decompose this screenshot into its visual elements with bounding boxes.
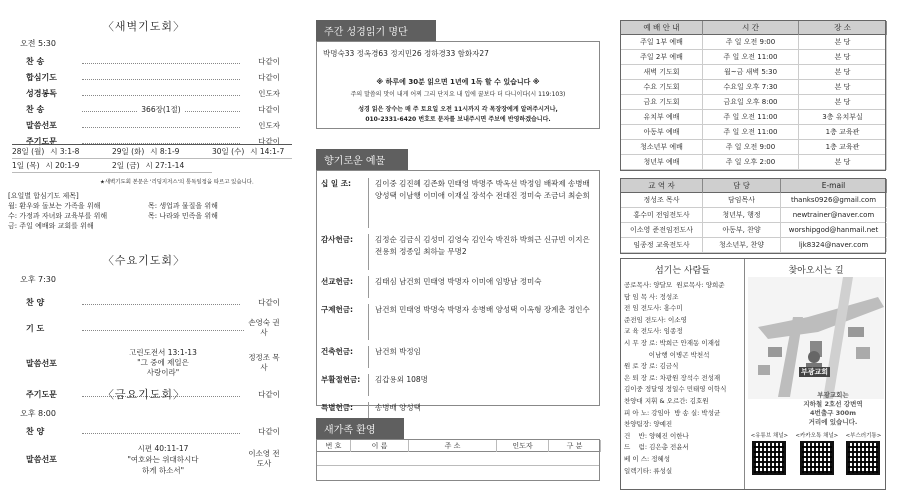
fri-section: [8, 386, 280, 479]
worship-cell: 1층 교육관: [799, 140, 887, 155]
column-left: [8, 0, 288, 496]
worship-cell: 본 당: [799, 65, 887, 80]
wed-time: 오후 7:30: [20, 275, 56, 284]
reading-text: 시 8:1-9: [150, 147, 180, 156]
qr-kakao-icon: [800, 441, 834, 475]
prayer-fri: 금: 주일 예배와 교회를 위해: [8, 222, 94, 230]
staff-col: 담 당: [703, 179, 781, 193]
worship-row: [621, 95, 885, 110]
staff-header: [621, 179, 885, 193]
reading-day: 30일 (수): [212, 147, 245, 156]
reading-cell: [112, 145, 212, 159]
wed-item-label: 주기도문: [26, 389, 57, 399]
fri-item-who: 다같이: [258, 426, 280, 436]
worship-row: [621, 35, 885, 50]
worship-col: 예 배 안 내: [621, 21, 703, 35]
worship-row: [621, 80, 885, 95]
staff-cell[interactable]: ljk8324@naver.com: [781, 238, 887, 252]
bible-line-4: 010-2331-6420 번호로 문자를 보내주시면 주보에 반영하겠습니다.: [365, 116, 551, 123]
server-line: 베 이 스: 정혜성: [624, 454, 671, 463]
dawn-item-who: 다같이: [258, 104, 280, 114]
staff-cell: 임종정 교육전도사: [621, 238, 703, 252]
qr-youtube-icon: [752, 441, 786, 475]
prayer-topics: [8, 191, 288, 231]
fri-item-who: 이소영 전도사: [248, 449, 280, 468]
server-line: 공로목사: 양달모 원로목사: 양희준: [624, 281, 725, 289]
newfamily-col: 인도자: [497, 440, 549, 452]
wed-item-who: 다같이: [258, 297, 280, 307]
qr-crumbs-icon: [846, 441, 880, 475]
worship-cell: 아동부 예배: [621, 125, 703, 140]
staff-col: E-mail: [781, 179, 887, 193]
dawn-item: [26, 85, 280, 101]
server-line: 시 무 장 로: 박희근 안재동 이재섭: [624, 338, 721, 347]
worship-cell: 본 당: [799, 80, 887, 95]
staff-row: [621, 193, 885, 208]
worship-cell: 수요 기도회: [621, 80, 703, 95]
map-desc-2: 지하철 2호선 강변역: [803, 400, 863, 408]
offering-row: [317, 175, 599, 231]
offering-type: 구제헌금:: [317, 304, 369, 340]
wed-sermon-title-2: 사랑이라": [146, 368, 180, 377]
worship-rows: [621, 35, 885, 170]
map-panel: [747, 259, 885, 489]
reading-day: 29일 (화): [112, 147, 145, 156]
fri-item-label: 찬 양: [26, 426, 45, 436]
dawn-item: [26, 117, 280, 133]
worship-col: 시 간: [703, 21, 799, 35]
server-line: 은 퇴 장 로: 차광원 장석수 전성재: [624, 373, 721, 382]
fri-time: 오후 8:00: [20, 409, 56, 418]
offering-names: 남건희 민태영 박명숙 박명자 송병배 양성택 이옥형 장계춘 정인수: [375, 305, 590, 314]
newfamily-col: 주 소: [409, 440, 497, 452]
newfamily-title: 새가족 환영: [316, 418, 404, 439]
offering-names: 남건희 박정임: [375, 347, 421, 356]
bible-line-2: 주의 말씀의 맛이 내게 어찌 그리 단지요 내 입에 꿀보다 더 다니이다(시 119:103): [350, 91, 566, 98]
dawn-item-label: 말씀선포: [26, 120, 57, 130]
newfamily-col: 이 름: [351, 440, 409, 452]
worship-cell: 본 당: [799, 155, 887, 170]
server-line: 드 럼: 김은총 전윤서: [624, 443, 689, 452]
worship-cell: 유치부 예배: [621, 110, 703, 125]
dawn-item-hymn: 366장(1절): [141, 104, 181, 114]
staff-cell: 홍수미 전임전도사: [621, 208, 703, 222]
worship-cell: 청소년부 예배: [621, 140, 703, 155]
worship-col: 장 소: [799, 21, 887, 35]
server-line: 담 임 목 사: 정성조: [624, 292, 679, 301]
server-line: 찬양대 지휘 & 오르간: 김호원: [624, 396, 709, 405]
reading-day: 2일 (금): [112, 161, 140, 170]
worship-cell: 주 일 오전 9:00: [703, 35, 799, 50]
map-illustration: [748, 277, 884, 399]
server-line: 일렉기타: 류성실: [624, 466, 673, 475]
worship-cell: 1층 교육관: [799, 125, 887, 140]
worship-row: [621, 50, 885, 65]
servers-list: [621, 280, 744, 477]
qr-crumbs-label: <부스러기통>: [845, 433, 882, 439]
staff-cell[interactable]: thanks0926@gmail.com: [781, 193, 887, 207]
prayer-mon: 월: 환우와 돌보는 가족을 위해: [8, 202, 101, 210]
servers-title: 섬기는 사람들: [654, 266, 711, 276]
worship-cell: 주 일 오전 11:00: [703, 125, 799, 140]
server-line: 피 아 노: 강임아 방 송 실: 박성균: [624, 408, 721, 417]
dawn-item-label: 찬 송: [26, 56, 45, 66]
dawn-time: 오전 5:30: [20, 39, 56, 48]
staff-cell: 이소영 준전임전도사: [621, 223, 703, 237]
reading-day: 1일 (목): [12, 161, 40, 170]
worship-cell: 주일 1부 예배: [621, 35, 703, 50]
worship-cell: 주 일 오전 11:00: [703, 50, 799, 65]
worship-cell: 새벽 기도회: [621, 65, 703, 80]
servers-panel: [621, 259, 745, 489]
newfamily-col: 구 분: [549, 440, 601, 452]
wed-item-label: 찬 양: [26, 297, 45, 307]
server-line: 원 로 장 로: 김금식: [624, 362, 679, 371]
offering-row: [317, 371, 599, 399]
offering-type: 선교헌금:: [317, 276, 369, 298]
dawn-item-who: 다같이: [258, 56, 280, 66]
offering-type: 특별헌금:: [317, 402, 369, 424]
map-desc-1: 부광교회는: [817, 391, 849, 399]
worship-row: [621, 140, 885, 155]
server-line: 찬양팀장: 양예진: [624, 420, 673, 429]
qr-kakao-label: <카카오톡 채널>: [795, 433, 839, 439]
reading-text: 시 3:1-8: [50, 147, 80, 156]
staff-cell: 아동부, 찬양: [703, 223, 781, 237]
worship-table: [620, 20, 886, 171]
wed-item-who: 손영숙 권 사: [248, 318, 280, 337]
worship-cell: 금요일 오후 8:00: [703, 95, 799, 110]
worship-cell: 본 당: [799, 50, 887, 65]
wed-scripture: 고린도전서 13:1-13: [129, 348, 197, 357]
dawn-item: [26, 53, 280, 69]
worship-cell: 본 당: [799, 95, 887, 110]
offering-row: [317, 301, 599, 343]
worship-cell: 월~금 새벽 5:30: [703, 65, 799, 80]
reading-cell: [112, 159, 212, 173]
reading-text: 시 20:1-9: [45, 161, 80, 170]
staff-rows: [621, 193, 885, 253]
bible-reading-names: 박명숙33 정옥경63 정지민26 정하경33 함화자27: [323, 49, 489, 58]
offering-row: [317, 231, 599, 273]
worship-row: [621, 110, 885, 125]
staff-row: [621, 238, 885, 253]
offering-names: 김태심 남건희 민태영 박명자 이미애 임방남 정미숙: [375, 277, 542, 286]
worship-row: [621, 155, 885, 170]
fri-scripture: 시편 40:11-17: [137, 443, 189, 453]
fri-sermon-title-2: 하게 하소서": [141, 465, 185, 475]
wed-item-who: 다같이: [258, 389, 280, 399]
dawn-item-label: 성경봉독: [26, 88, 57, 98]
worship-cell: 본 당: [799, 35, 887, 50]
server-line: 교 육 전도사: 임종정: [624, 327, 683, 336]
bible-reading-box: [316, 41, 600, 129]
offering-names: 김정순 김금식 김성미 김영숙 김인숙 박진하 박희근 신규빈 이지은 전용희 정종일 최하늘 무명2: [375, 235, 590, 256]
map-church-label: 부광교회: [801, 368, 829, 376]
map-desc-4: 거리에 있습니다.: [808, 418, 858, 426]
reading-text: 시 14:1-7: [250, 147, 285, 156]
wed-item-label: 기 도: [26, 323, 45, 333]
staff-row: [621, 208, 885, 223]
staff-col: 교 역 자: [621, 179, 703, 193]
offering-title: 향기로운 예물: [316, 149, 408, 170]
dawn-item: [26, 101, 280, 117]
offering-type: 부활절헌금:: [317, 374, 369, 396]
offering-names: 김갑용외 108명: [375, 375, 428, 384]
dawn-item: [26, 69, 280, 85]
reading-cell: [212, 145, 292, 159]
dawn-item-who: 인도자: [258, 88, 280, 98]
offering-box: [316, 170, 600, 412]
worship-row: [621, 125, 885, 140]
column-right: [620, 0, 892, 496]
wed-sermon-title-1: "그 중에 제일은: [137, 358, 189, 367]
prayer-topics-title: [요일별 합심기도 제목]: [8, 192, 79, 200]
offering-type: 건축헌금:: [317, 346, 369, 368]
readings-grid: [12, 145, 292, 173]
worship-cell: 주 일 오후 2:00: [703, 155, 799, 170]
dawn-item-label: 주기도문: [26, 136, 57, 146]
offering-type: 감사헌금:: [317, 234, 369, 270]
dawn-order-list: [8, 53, 280, 149]
qr-youtube[interactable]: [751, 431, 789, 475]
map-desc-3: 4번출구 300m: [810, 409, 856, 417]
bible-line-3: 성경 읽은 장수는 매 주 토요일 오전 11시까지 각 목장장에게 알려주시거나,: [358, 106, 558, 113]
fri-sermon-title-1: "여호와는 위대하시다: [127, 454, 199, 464]
prayer-thu2: 목: 나라와 민족을 위해: [148, 212, 218, 220]
bible-reading-title: 주간 성경읽기 명단: [316, 20, 436, 41]
column-middle: [316, 0, 602, 496]
offering-list: [317, 175, 599, 427]
worship-cell: 금요 기도회: [621, 95, 703, 110]
reading-cell: [12, 159, 112, 173]
reading-text: 시 27:1-14: [145, 161, 185, 170]
dawn-item-who: 다같이: [258, 136, 280, 146]
server-line: 건 반: 양혜진 이한나: [624, 431, 689, 440]
staff-cell: 청소년부, 찬양: [703, 238, 781, 252]
staff-cell: 정성조 목사: [621, 193, 703, 207]
dawn-item-label: 찬 송: [26, 104, 45, 114]
offering-names: 송병배 양성택: [375, 403, 421, 412]
offering-names: 김이중 김진혜 김존화 민태영 박명주 박옥선 박정임 배곽제 송병배 양성택 이남행 이미애 이재실 장석수 전대진 정미숙 조금녀 최순희: [375, 179, 590, 200]
qr-youtube-label: <유튜브 채널>: [750, 433, 789, 439]
offering-row: [317, 343, 599, 371]
reading-cell: [12, 145, 112, 159]
qr-kakao[interactable]: [795, 431, 838, 475]
newfamily-table: [316, 439, 600, 481]
server-line: 김이중 정달영 정일수 민태영 이학식: [624, 385, 727, 394]
fri-order-list: [8, 423, 280, 479]
wed-item-label: 말씀선포: [26, 358, 57, 368]
dawn-item-who: 다같이: [258, 72, 280, 82]
wed-section: [8, 252, 280, 405]
worship-cell: 3층 유치부실: [799, 110, 887, 125]
server-line: 준전임 전도사: 이소영: [624, 315, 687, 324]
qr-row: [747, 431, 885, 475]
worship-cell: 수요일 오후 7:30: [703, 80, 799, 95]
fri-title: 〈금요기도회〉: [102, 388, 186, 401]
dawn-title: 〈새벽기도회〉: [102, 20, 186, 33]
server-line: 전 임 전도사: 홍수미: [624, 304, 683, 313]
info-box: [620, 258, 886, 490]
staff-cell[interactable]: worshipgod@hanmail.net: [781, 223, 887, 237]
worship-row: [621, 65, 885, 80]
wed-item-who: 정정조 목 사: [248, 353, 280, 372]
map-title: 찾아오시는 길: [788, 266, 844, 276]
wed-title: 〈수요기도회〉: [102, 254, 186, 267]
staff-table: [620, 178, 886, 254]
worship-cell: 주 일 오전 11:00: [703, 110, 799, 125]
worship-header: [621, 21, 885, 35]
worship-cell: 주 일 오전 9:00: [703, 140, 799, 155]
reading-day: 28일 (월): [12, 147, 45, 156]
bible-line-1: ※ 하루에 30분 읽으면 1년에 1독 할 수 있습니다 ※: [376, 78, 540, 86]
dawn-readings: [12, 144, 292, 186]
worship-cell: 청년부 예배: [621, 155, 703, 170]
worship-cell: 주일 2부 예배: [621, 50, 703, 65]
newfamily-col: 번 호: [317, 440, 351, 452]
dawn-item-who: 인도자: [258, 120, 280, 130]
offering-row: [317, 273, 599, 301]
prayer-thu: 목: 생업과 물질을 위해: [148, 202, 218, 210]
dawn-note: ★새벽기도회 본문은 '리딩지저스'의 통독일정을 따르고 있습니다.: [100, 179, 254, 186]
qr-crumbs[interactable]: [846, 431, 882, 475]
staff-cell: 담임목사: [703, 193, 781, 207]
staff-cell: 청년부, 행정: [703, 208, 781, 222]
staff-cell[interactable]: newtrainer@naver.com: [781, 208, 887, 222]
offering-type: 십 일 조:: [317, 178, 369, 228]
staff-row: [621, 223, 885, 238]
server-line: 이남행 이병곤 박천석: [624, 350, 710, 359]
map-desc: [783, 391, 883, 427]
dawn-section: [8, 18, 280, 149]
dawn-item-label: 합심기도: [26, 72, 57, 82]
newfamily-header: [317, 440, 599, 452]
fri-item-label: 말씀선포: [26, 454, 57, 464]
prayer-wed: 수: 가정과 자녀와 교육부를 위해: [8, 212, 108, 220]
